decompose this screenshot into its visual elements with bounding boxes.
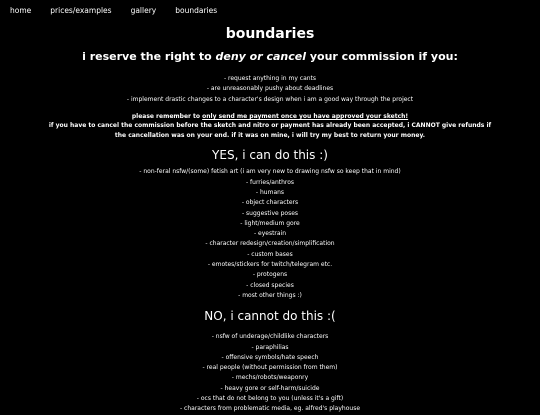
list-item: - protogens <box>252 271 288 279</box>
list-item: - nsfw of underage/childlike characters <box>211 333 329 341</box>
list-item: - most other things :) <box>238 291 302 299</box>
payment-line-1-underlined: only send me payment once you have approved your sketch! <box>202 112 409 120</box>
nav-link-prices-examples[interactable]: prices/examples <box>50 6 112 15</box>
payment-notice <box>0 112 540 141</box>
top-nav <box>10 6 236 15</box>
page-title: boundaries <box>225 26 315 42</box>
list-item: - light/medium gore <box>240 219 300 227</box>
list-item: - non-feral nsfw/(some) fetish art (i am very new to drawing nsfw so keep that in mind) <box>139 168 401 176</box>
yes-list <box>0 167 540 301</box>
nav-link-home[interactable]: home <box>10 6 32 15</box>
reserve-heading-post: your commission if you: <box>306 50 458 63</box>
no-heading: NO, i cannot do this :( <box>204 309 336 324</box>
reserve-list <box>0 74 540 105</box>
list-item: - character redesign/creation/simplification <box>205 240 335 248</box>
reserve-heading-pre: i reserve the right to <box>82 50 216 63</box>
list-item: - request anything in my cants <box>223 75 317 82</box>
nav-link-gallery[interactable]: gallery <box>130 6 157 15</box>
list-item: - eyestrain <box>253 230 287 238</box>
list-item: - object characters <box>241 199 299 207</box>
list-item: - are unreasonably pushy about deadlines <box>206 85 334 93</box>
list-item: - closed species <box>246 281 294 289</box>
list-item: - implement drastic changes to a character's design when i am a good way through the project <box>126 95 414 103</box>
list-item: - paraphilias <box>251 343 289 351</box>
main-content <box>0 22 540 415</box>
list-item: - characters from problematic media, eg. alfred's playhouse <box>179 405 361 413</box>
list-item: - custom bases <box>247 250 293 258</box>
list-item: - heavy gore or self-harm/suicide <box>220 384 320 392</box>
list-item: - offensive symbols/hate speech <box>221 353 319 361</box>
payment-line-2: if you have to cancel the commission before the sketch and nitro or payment has already been accepted, i CANNOT give refunds if <box>48 122 492 130</box>
list-item: - ocs that do not belong to you (unless it's a gift) <box>196 395 344 403</box>
payment-line-3: the cancellation was on your end. if it was on mine, i will try my best to return your money. <box>114 131 426 139</box>
list-item: - furries/anthros <box>245 178 295 186</box>
payment-line-1-pre: please remember to <box>131 112 203 120</box>
list-item: - mechs/robots/weaponry <box>231 374 309 382</box>
list-item: - real people (without permission from them) <box>202 364 338 372</box>
yes-heading: YES, i can do this :) <box>212 148 328 163</box>
list-item: - suggestive poses <box>241 209 299 217</box>
payment-line-1 <box>0 112 540 122</box>
reserve-heading <box>0 50 540 64</box>
no-list <box>0 332 540 414</box>
list-item: - emotes/stickers for twitch/telegram etc. <box>207 261 333 269</box>
reserve-heading-emphasis: deny or cancel <box>215 50 307 63</box>
nav-link-boundaries[interactable]: boundaries <box>175 6 218 15</box>
list-item: - humans <box>255 188 285 196</box>
